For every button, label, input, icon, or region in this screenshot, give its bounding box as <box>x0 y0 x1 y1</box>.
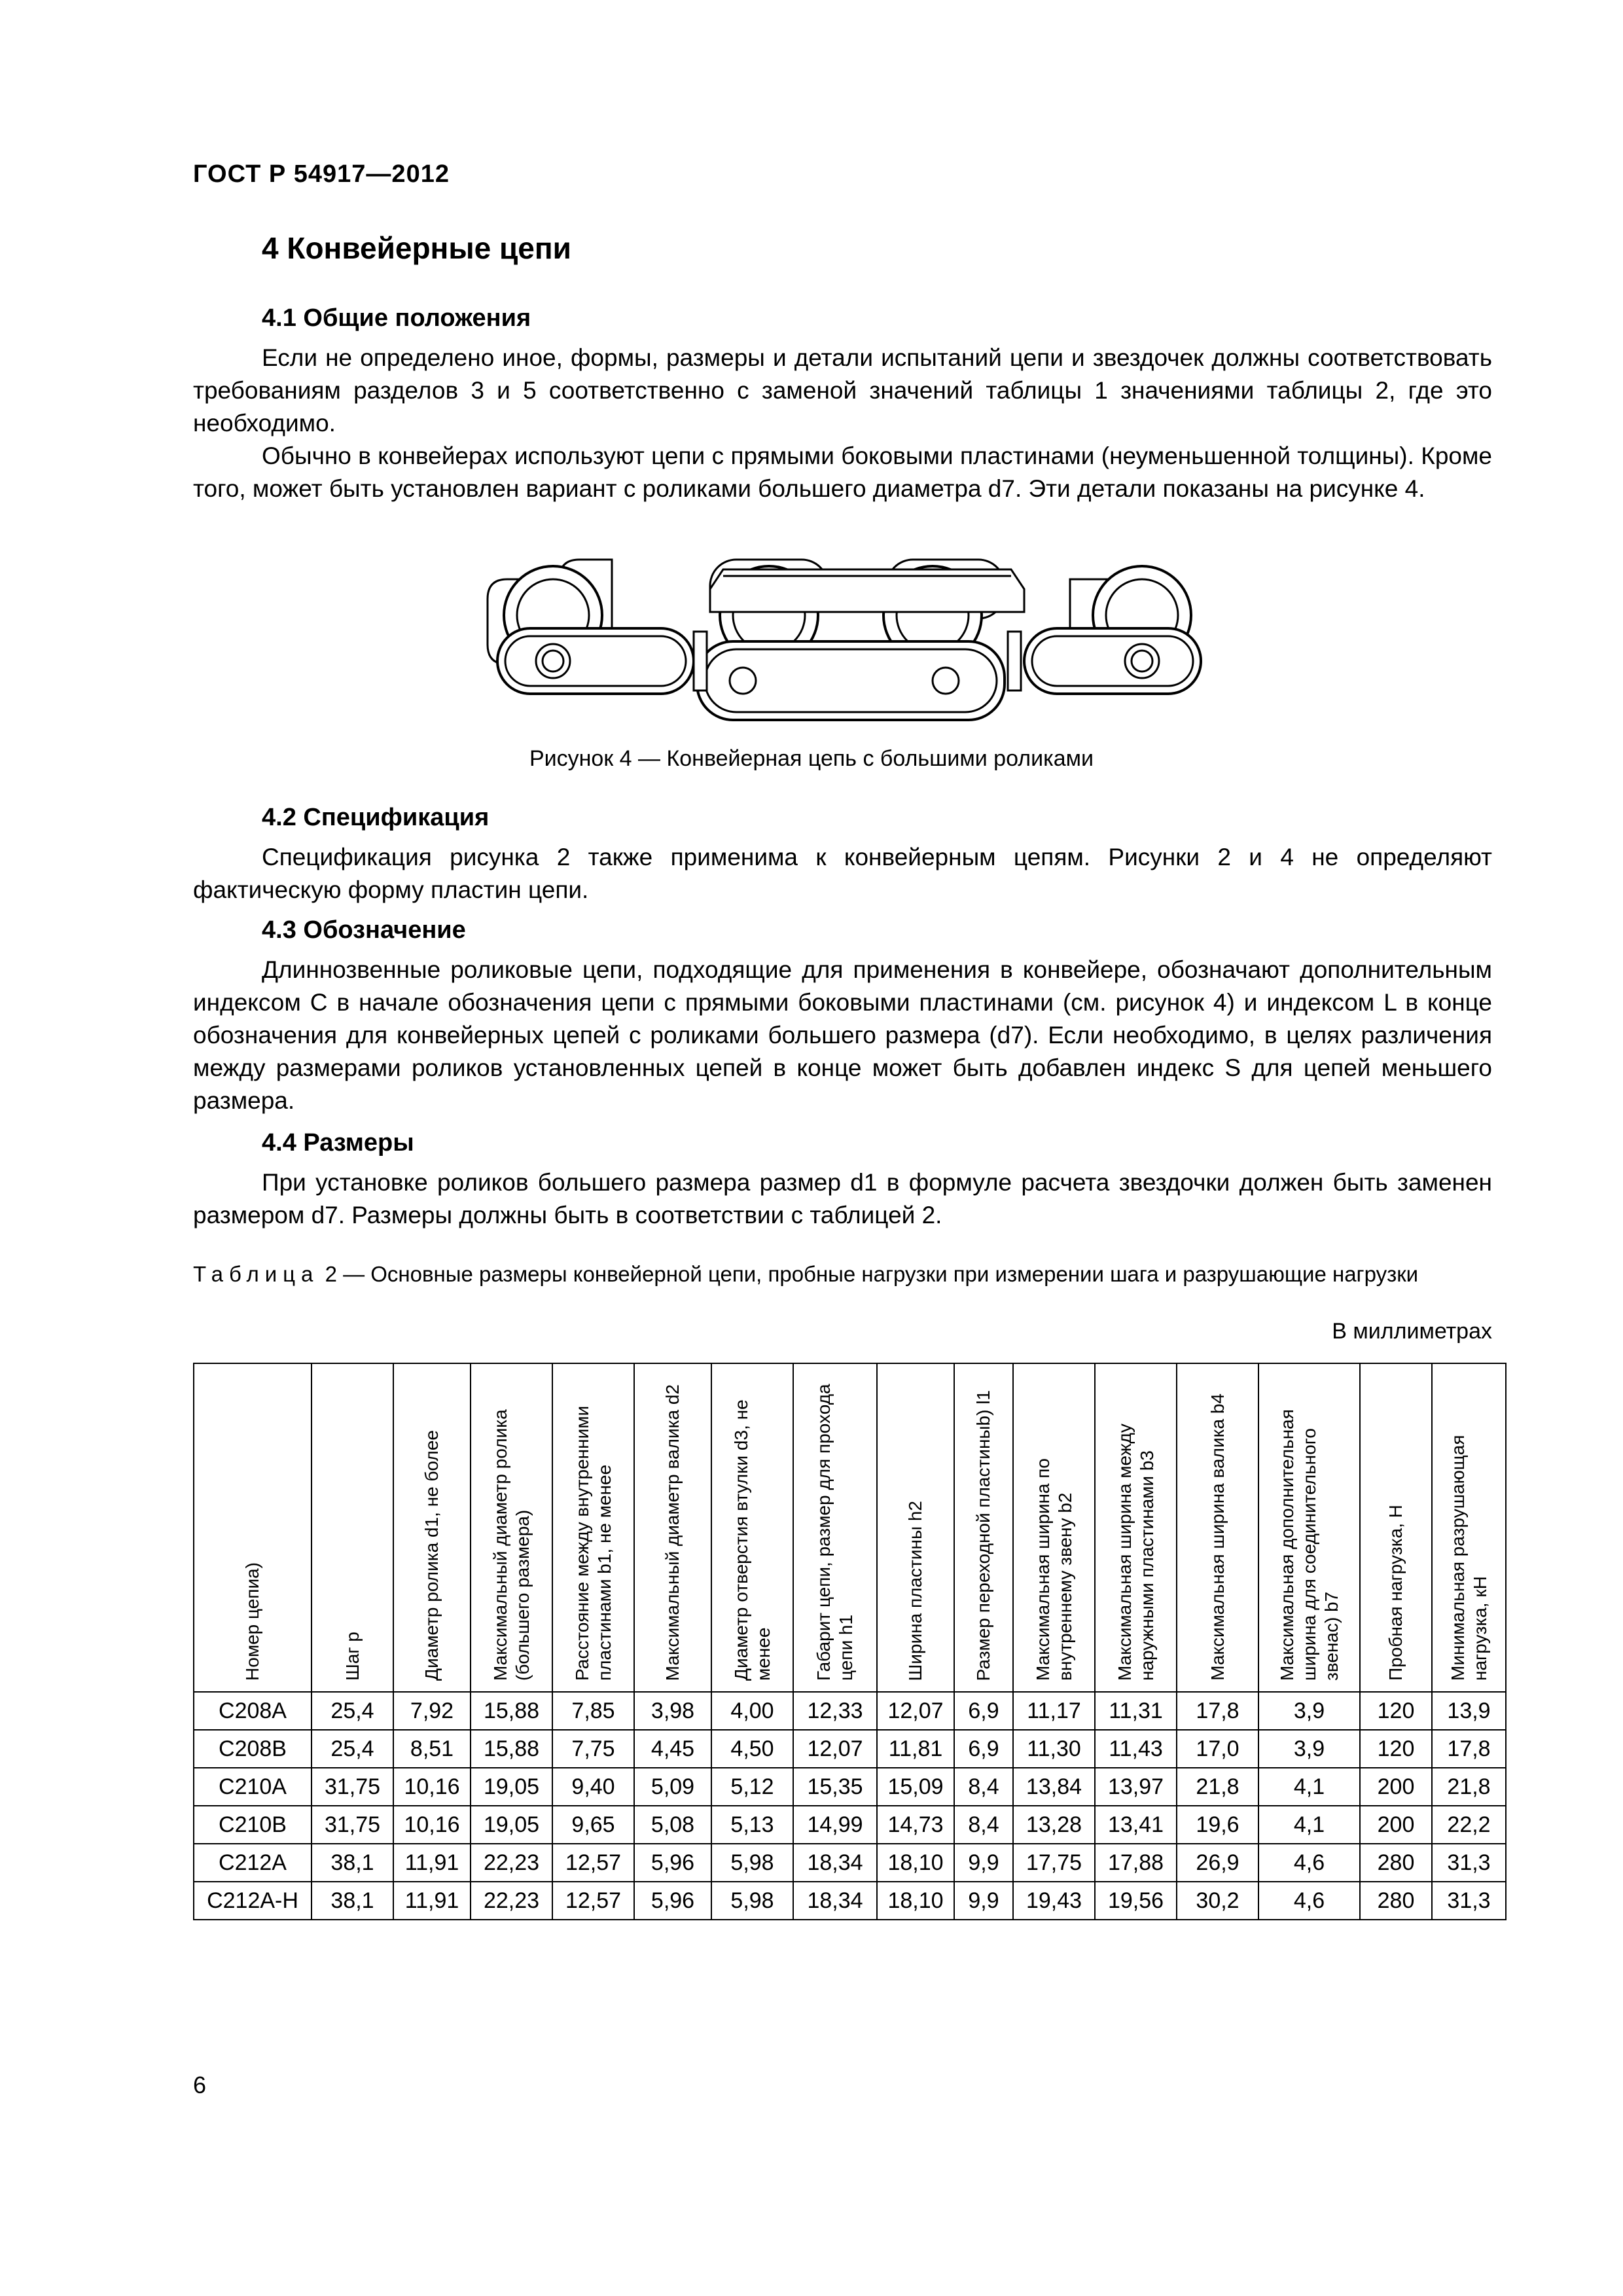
table-header-label: Размер переходной пластиныb) l1 <box>973 1390 993 1681</box>
table-cell: 3,9 <box>1258 1730 1360 1768</box>
table-cell: 11,81 <box>877 1730 954 1768</box>
table-cell: 19,43 <box>1013 1882 1095 1920</box>
table-cell: C208B <box>194 1730 312 1768</box>
table-cell: 9,9 <box>954 1882 1013 1920</box>
table-cell: 11,17 <box>1013 1692 1095 1730</box>
table-row <box>194 1844 1506 1882</box>
table-cell: 30,2 <box>1177 1882 1258 1920</box>
table-cell: 18,34 <box>793 1844 877 1882</box>
subsection-4-4-title: 4.4 Размеры <box>262 1129 414 1157</box>
table-cell: 5,98 <box>711 1882 793 1920</box>
table-header-cell <box>793 1363 877 1692</box>
table-cell: 4,1 <box>1258 1806 1360 1844</box>
table-cell: 3,98 <box>634 1692 711 1730</box>
table-cell: 31,75 <box>312 1768 393 1806</box>
table-cell: 5,96 <box>634 1844 711 1882</box>
table-row <box>194 1806 1506 1844</box>
table-header-cell <box>393 1363 471 1692</box>
table-cell: 5,09 <box>634 1768 711 1806</box>
table-cell: 13,84 <box>1013 1768 1095 1806</box>
table-cell: 17,75 <box>1013 1844 1095 1882</box>
table-header-label: Ширина пластины h2 <box>905 1500 925 1681</box>
table-caption <box>193 1260 1492 1289</box>
table-cell: 4,1 <box>1258 1768 1360 1806</box>
table-header-cell <box>1360 1363 1432 1692</box>
table-header-label: Минимальная разрушающая нагрузка, кН <box>1447 1435 1490 1681</box>
table-cell: 9,65 <box>552 1806 634 1844</box>
table-cell: 7,75 <box>552 1730 634 1768</box>
table-cell: C210A <box>194 1768 312 1806</box>
table-cell: 6,9 <box>954 1730 1013 1768</box>
table-header-cell <box>1013 1363 1095 1692</box>
table-cell: 4,45 <box>634 1730 711 1768</box>
table-cell: 4,50 <box>711 1730 793 1768</box>
table-cell: 21,8 <box>1432 1768 1506 1806</box>
table-header-label: Диаметр отверстия втулки d3, не менее <box>730 1399 774 1681</box>
table-cell: 13,9 <box>1432 1692 1506 1730</box>
table-cell: 5,96 <box>634 1882 711 1920</box>
table-cell: 18,34 <box>793 1882 877 1920</box>
subsection-4-3-title: 4.3 Обозначение <box>262 916 466 944</box>
table-cell: 22,23 <box>471 1882 552 1920</box>
conveyor-chain-figure <box>481 553 1221 730</box>
table-cell: 5,13 <box>711 1806 793 1844</box>
table-cell: 26,9 <box>1177 1844 1258 1882</box>
table-cell: 22,2 <box>1432 1806 1506 1844</box>
table-header-label: Расстояние между внутренними пластинами b1, не менее <box>571 1405 615 1681</box>
table-cell: 22,23 <box>471 1844 552 1882</box>
subsection-4-3-paragraph: Длиннозвенные роликовые цепи, подходящие для применения в конвейере, обозначают дополнительным индексом С в начале обозначения цепи с прямыми боковыми пластинами (см. рисунок 4) и индексом L в конце обозначения для конвейерных цепей с роликами большего размера (d7). Если необходимо, в целях различения между размерами роликов установленных цепей в конце может быть добавлен индекс S для цепей меньшего размера. <box>193 956 1492 1114</box>
table-cell: 18,10 <box>877 1882 954 1920</box>
table-cell: 13,28 <box>1013 1806 1095 1844</box>
subsection-4-4-paragraph: При установке роликов большего размера размер d1 в формуле расчета звездочки должен быть заменен размером d7. Размеры должны быть в соответствии с таблицей 2. <box>193 1169 1492 1229</box>
table-header-row <box>194 1363 1506 1692</box>
table-row <box>194 1768 1506 1806</box>
table-header-cell <box>1258 1363 1360 1692</box>
table-header-label: Диаметр ролика d1, не более <box>421 1430 442 1681</box>
table-cell: 17,0 <box>1177 1730 1258 1768</box>
table-header-cell <box>711 1363 793 1692</box>
table-cell: C208A <box>194 1692 312 1730</box>
table-cell: 200 <box>1360 1768 1432 1806</box>
table-cell: 4,6 <box>1258 1882 1360 1920</box>
table-cell: 4,6 <box>1258 1844 1360 1882</box>
table-cell: 15,88 <box>471 1730 552 1768</box>
table-cell: 31,3 <box>1432 1882 1506 1920</box>
table-header-label: Максимальный диаметр валика d2 <box>662 1384 683 1681</box>
subsection-4-1-paragraph-2: Обычно в конвейерах используют цепи с прямыми боковыми пластинами (неуменьшенной толщины). Кроме того, может быть установлен вариант с роликами большего диаметра d7. Эти детали показаны на рисунке 4. <box>193 442 1492 502</box>
table-cell: 7,92 <box>393 1692 471 1730</box>
table-cell: 11,30 <box>1013 1730 1095 1768</box>
table-cell: 15,88 <box>471 1692 552 1730</box>
table-cell: 12,07 <box>877 1692 954 1730</box>
table-cell: 5,12 <box>711 1768 793 1806</box>
table-cell: 200 <box>1360 1806 1432 1844</box>
figure-caption: Рисунок 4 — Конвейерная цепь с большими роликами <box>529 746 1094 771</box>
table-cell: 8,51 <box>393 1730 471 1768</box>
table-cell: 11,31 <box>1095 1692 1177 1730</box>
table-caption-label: Таблица <box>193 1262 319 1286</box>
table-cell: 38,1 <box>312 1882 393 1920</box>
table-header-label: Максимальная дополнительная ширина для соединительного звенас) b7 <box>1276 1409 1342 1681</box>
table-cell: 4,00 <box>711 1692 793 1730</box>
table-cell: 8,4 <box>954 1768 1013 1806</box>
table-header-cell <box>1432 1363 1506 1692</box>
table-caption-text: 2 — Основные размеры конвейерной цепи, пробные нагрузки при измерении шага и разрушающие нагрузки <box>325 1262 1419 1286</box>
table-cell: 9,40 <box>552 1768 634 1806</box>
table-cell: 13,41 <box>1095 1806 1177 1844</box>
table-row <box>194 1882 1506 1920</box>
table-cell: 11,43 <box>1095 1730 1177 1768</box>
table-header-label: Максимальная ширина валика b4 <box>1207 1393 1228 1681</box>
table-header-label: Максимальная ширина между наружными пластинами b3 <box>1114 1424 1157 1681</box>
table-cell: 9,9 <box>954 1844 1013 1882</box>
table-cell: 15,09 <box>877 1768 954 1806</box>
table-cell: C212A-H <box>194 1882 312 1920</box>
table-cell: 10,16 <box>393 1768 471 1806</box>
table-header-cell <box>471 1363 552 1692</box>
table-cell: 120 <box>1360 1692 1432 1730</box>
table-cell: 5,08 <box>634 1806 711 1844</box>
table-cell: 14,99 <box>793 1806 877 1844</box>
table-body <box>194 1692 1506 1920</box>
table-cell: 25,4 <box>312 1692 393 1730</box>
table-header-cell <box>954 1363 1013 1692</box>
table-cell: 38,1 <box>312 1844 393 1882</box>
table-cell: 280 <box>1360 1844 1432 1882</box>
table-header-cell <box>552 1363 634 1692</box>
table-cell: 11,91 <box>393 1882 471 1920</box>
table-header-label: Габарит цепи, размер для прохода цепи h1 <box>813 1384 856 1681</box>
table-cell: 11,91 <box>393 1844 471 1882</box>
table-cell: 12,07 <box>793 1730 877 1768</box>
table-cell: 12,57 <box>552 1844 634 1882</box>
table-units: В миллиметрах <box>1332 1319 1492 1344</box>
table-cell: 31,75 <box>312 1806 393 1844</box>
subsection-4-1-title: 4.1 Общие положения <box>262 304 531 332</box>
table-cell: 120 <box>1360 1730 1432 1768</box>
section-title: 4 Конвейерные цепи <box>262 231 571 265</box>
table-header-label: Максимальная ширина по внутреннему звену b2 <box>1032 1458 1075 1681</box>
table-header-cell <box>1095 1363 1177 1692</box>
table-cell: 19,05 <box>471 1806 552 1844</box>
table-header-cell <box>194 1363 312 1692</box>
table-cell: 3,9 <box>1258 1692 1360 1730</box>
subsection-4-2-title: 4.2 Спецификация <box>262 804 490 831</box>
table-row <box>194 1692 1506 1730</box>
table-cell: C210B <box>194 1806 312 1844</box>
table-header-cell <box>877 1363 954 1692</box>
table-header-cell <box>312 1363 393 1692</box>
dimensions-table <box>193 1363 1507 1920</box>
table-header-label: Пробная нагрузка, Н <box>1385 1505 1406 1681</box>
table-cell: 25,4 <box>312 1730 393 1768</box>
table-cell: 8,4 <box>954 1806 1013 1844</box>
table-cell: 21,8 <box>1177 1768 1258 1806</box>
page-number: 6 <box>193 2072 207 2098</box>
table-cell: 19,56 <box>1095 1882 1177 1920</box>
table-cell: 14,73 <box>877 1806 954 1844</box>
table-header-cell <box>1177 1363 1258 1692</box>
table-cell: 17,88 <box>1095 1844 1177 1882</box>
table-cell: 13,97 <box>1095 1768 1177 1806</box>
table-header-label: Номер цепиа) <box>242 1562 262 1681</box>
table-cell: 7,85 <box>552 1692 634 1730</box>
table-cell: 18,10 <box>877 1844 954 1882</box>
subsection-4-1-paragraph-1: Если не определено иное, формы, размеры и детали испытаний цепи и звездочек должны соответствовать требованиям разделов 3 и 5 соответственно с заменой значений таблицы 1 значениями таблицы 2, где это необходимо. <box>193 344 1492 437</box>
table-header-label: Шаг p <box>342 1632 363 1681</box>
table-cell: 15,35 <box>793 1768 877 1806</box>
table-cell: 12,33 <box>793 1692 877 1730</box>
table-cell: 17,8 <box>1177 1692 1258 1730</box>
table-cell: 17,8 <box>1432 1730 1506 1768</box>
table-row <box>194 1730 1506 1768</box>
table-cell: 10,16 <box>393 1806 471 1844</box>
table-cell: 6,9 <box>954 1692 1013 1730</box>
table-cell: C212A <box>194 1844 312 1882</box>
table-header-cell <box>634 1363 711 1692</box>
table-cell: 5,98 <box>711 1844 793 1882</box>
document-header: ГОСТ Р 54917—2012 <box>193 160 450 188</box>
table-cell: 19,05 <box>471 1768 552 1806</box>
table-header-label: Максимальный диаметр ролика (большего размера) <box>490 1409 533 1681</box>
table-cell: 19,6 <box>1177 1806 1258 1844</box>
subsection-4-2-paragraph: Спецификация рисунка 2 также применима к конвейерным цепям. Рисунки 2 и 4 не определяют фактическую форму пластин цепи. <box>193 844 1492 903</box>
table-cell: 31,3 <box>1432 1844 1506 1882</box>
table-cell: 280 <box>1360 1882 1432 1920</box>
table-cell: 12,57 <box>552 1882 634 1920</box>
